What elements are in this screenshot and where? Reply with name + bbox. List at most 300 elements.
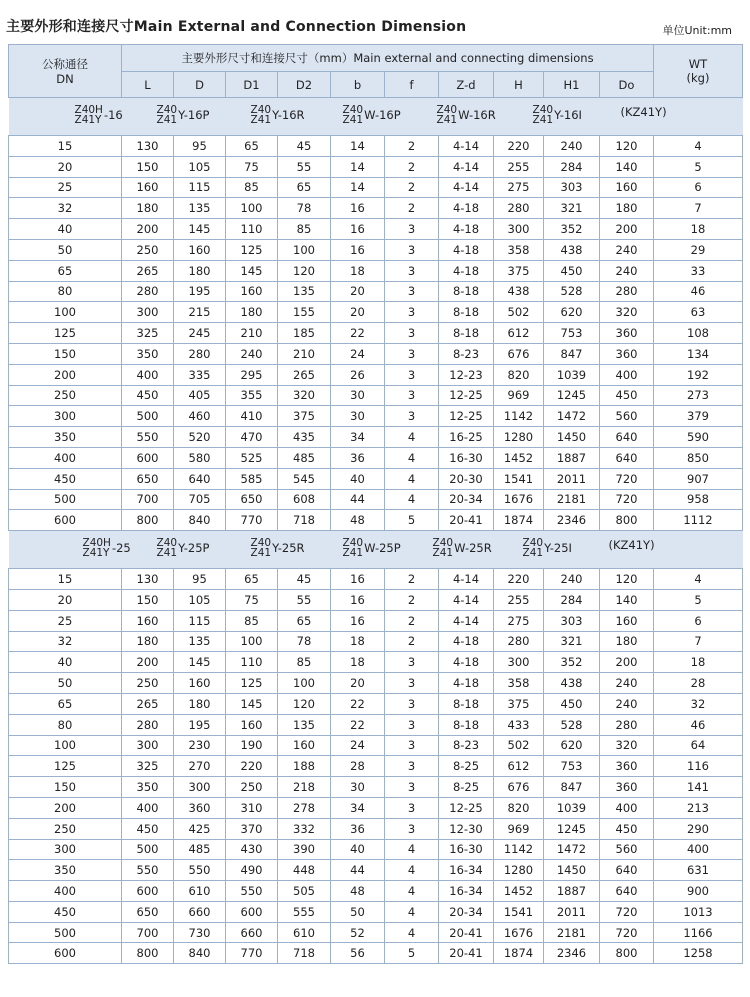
dn-cell: 25 (9, 610, 122, 631)
table-cell: 130 (122, 136, 174, 157)
table-cell: 16 (331, 219, 385, 240)
table-cell: 5 (654, 156, 743, 177)
table-cell: 435 (278, 427, 331, 448)
dn-cell: 400 (9, 881, 122, 902)
table-cell: 16-25 (439, 427, 494, 448)
table-cell: 770 (226, 510, 278, 531)
table-cell: 375 (494, 693, 544, 714)
model-prefix-bottom: Z41 (432, 547, 454, 560)
table-cell: 220 (494, 569, 544, 590)
table-cell: 12-30 (439, 818, 494, 839)
table-cell: 448 (278, 860, 331, 881)
table-cell: 550 (226, 881, 278, 902)
model-prefix-top: Z40 (250, 104, 272, 116)
table-cell: 95 (174, 569, 226, 590)
table-cell: 160 (122, 177, 174, 198)
table-cell: 1258 (654, 943, 743, 964)
table-cell: 400 (122, 797, 174, 818)
table-cell: 820 (494, 797, 544, 818)
table-cell: 800 (122, 943, 174, 964)
table-cell: 450 (122, 385, 174, 406)
dn-cell: 350 (9, 860, 122, 881)
column-header: D (174, 72, 226, 98)
table-cell: 4 (385, 881, 439, 902)
table-cell: 75 (226, 156, 278, 177)
table-cell: 550 (174, 860, 226, 881)
table-cell: 20-41 (439, 922, 494, 943)
table-cell: 3 (385, 797, 439, 818)
table-cell: 45 (278, 136, 331, 157)
table-cell: 2 (385, 631, 439, 652)
table-cell: 150 (122, 156, 174, 177)
table-cell: 2011 (544, 468, 600, 489)
table-cell: 240 (226, 343, 278, 364)
model-suffix: Y-25R (272, 541, 305, 556)
table-row (9, 343, 743, 364)
table-cell: 425 (174, 818, 226, 839)
model-label (157, 538, 210, 558)
table-cell: 303 (544, 177, 600, 198)
table-cell: 295 (226, 364, 278, 385)
dn-cell: 50 (9, 673, 122, 694)
dn-cell: 100 (9, 302, 122, 323)
table-cell: 180 (600, 198, 654, 219)
model-suffix: (KZ41Y) (608, 538, 655, 553)
table-cell: 321 (544, 631, 600, 652)
table-cell: 700 (122, 922, 174, 943)
table-row (9, 860, 743, 881)
table-row (9, 239, 743, 260)
table-cell: 125 (226, 239, 278, 260)
table-cell: 400 (654, 839, 743, 860)
table-cell: 16-34 (439, 881, 494, 902)
model-prefix-bottom: Z41 (156, 547, 178, 560)
table-cell: 485 (174, 839, 226, 860)
dn-header (9, 45, 122, 98)
table-cell: 3 (385, 364, 439, 385)
table-cell: 753 (544, 323, 600, 344)
table-cell: 18 (654, 219, 743, 240)
table-cell: 610 (174, 881, 226, 902)
table-cell: 4-18 (439, 673, 494, 694)
table-cell: 550 (122, 427, 174, 448)
model-suffix: Y-16P (178, 108, 210, 122)
dn-cell: 40 (9, 652, 122, 673)
table-cell: 612 (494, 323, 544, 344)
table-cell: 3 (385, 818, 439, 839)
table-cell: 505 (278, 881, 331, 902)
table-cell: 240 (544, 136, 600, 157)
model-label (437, 105, 496, 125)
table-cell: 64 (654, 735, 743, 756)
model-label (433, 538, 492, 558)
table-row (9, 447, 743, 468)
table-cell: 4 (385, 427, 439, 448)
table-cell: 1039 (544, 797, 600, 818)
table-cell: 3 (385, 323, 439, 344)
table-cell: 20 (331, 281, 385, 302)
table-cell: 280 (600, 714, 654, 735)
table-cell: 134 (654, 343, 743, 364)
table-cell: 110 (226, 219, 278, 240)
table-row (9, 735, 743, 756)
table-cell: 3 (385, 239, 439, 260)
table-cell: 640 (600, 427, 654, 448)
table-cell: 360 (600, 343, 654, 364)
model-prefix-top: Z40H (74, 104, 103, 116)
table-cell: 350 (122, 343, 174, 364)
model-suffix: W-16R (458, 108, 496, 122)
model-prefix-bottom: Z41 (250, 547, 272, 560)
table-cell: 18 (654, 652, 743, 673)
table-cell: 85 (278, 219, 331, 240)
model-suffix: -16 (103, 108, 123, 122)
model-prefix-top: Z40 (342, 104, 364, 116)
table-cell: 2181 (544, 922, 600, 943)
table-row (9, 136, 743, 157)
table-cell: 50 (331, 901, 385, 922)
model-prefix-bottom: Z41 (250, 114, 272, 126)
table-cell: 840 (174, 510, 226, 531)
table-row (9, 427, 743, 448)
table-cell: 250 (122, 239, 174, 260)
table-cell: 300 (122, 735, 174, 756)
table-cell: 220 (226, 756, 278, 777)
model-label (343, 105, 401, 125)
table-cell: 125 (226, 673, 278, 694)
model-suffix: Y-16I (554, 108, 582, 122)
table-cell: 1450 (544, 427, 600, 448)
table-cell: 1452 (494, 881, 544, 902)
table-cell: 270 (174, 756, 226, 777)
table-cell: 8-18 (439, 323, 494, 344)
table-cell: 720 (600, 922, 654, 943)
table-cell: 100 (278, 239, 331, 260)
table-cell: 28 (331, 756, 385, 777)
table-cell: 46 (654, 281, 743, 302)
table-header (9, 45, 743, 98)
table-cell: 130 (122, 569, 174, 590)
table-cell: 2 (385, 569, 439, 590)
table-row (9, 610, 743, 631)
table-cell: 280 (494, 631, 544, 652)
table-cell: 1142 (494, 406, 544, 427)
table-cell: 4-14 (439, 156, 494, 177)
table-cell: 350 (122, 777, 174, 798)
table-cell: 4-18 (439, 239, 494, 260)
table-row (9, 673, 743, 694)
column-header: b (331, 72, 385, 98)
model-prefix-bottom: Z41 (342, 547, 364, 560)
table-cell: 352 (544, 219, 600, 240)
table-cell: 220 (494, 136, 544, 157)
table-cell: 545 (278, 468, 331, 489)
table-cell: 718 (278, 510, 331, 531)
table-cell: 18 (331, 652, 385, 673)
table-cell: 78 (278, 631, 331, 652)
table-row (9, 693, 743, 714)
table-row (9, 901, 743, 922)
table-cell: 110 (226, 652, 278, 673)
table-row (9, 652, 743, 673)
table-cell: 550 (122, 860, 174, 881)
table-cell: 900 (654, 881, 743, 902)
table-cell: 65 (226, 136, 278, 157)
table-row (9, 219, 743, 240)
table-cell: 5 (654, 589, 743, 610)
table-cell: 840 (174, 943, 226, 964)
table-cell: 1452 (494, 447, 544, 468)
table-cell: 22 (331, 323, 385, 344)
model-label (533, 105, 582, 125)
dn-cell: 500 (9, 489, 122, 510)
table-cell: 847 (544, 777, 600, 798)
model-prefix-top: Z40 (156, 537, 178, 550)
table-cell: 3 (385, 693, 439, 714)
table-cell: 275 (494, 177, 544, 198)
table-cell: 180 (174, 693, 226, 714)
table-cell: 660 (174, 901, 226, 922)
model-suffix: -25 (111, 541, 131, 556)
table-cell: 410 (226, 406, 278, 427)
model-prefix-top: Z40 (436, 104, 458, 116)
table-row (9, 260, 743, 281)
dn-cell: 250 (9, 385, 122, 406)
table-cell: 135 (174, 631, 226, 652)
table-cell: 52 (331, 922, 385, 943)
table-cell: 2 (385, 589, 439, 610)
table-cell: 250 (226, 777, 278, 798)
table-cell: 450 (600, 385, 654, 406)
table-cell: 250 (122, 673, 174, 694)
table-cell: 14 (331, 177, 385, 198)
table-row (9, 714, 743, 735)
model-group-row (9, 531, 743, 569)
table-cell: 4-14 (439, 569, 494, 590)
table-cell: 44 (331, 860, 385, 881)
table-cell: 34 (331, 427, 385, 448)
table-cell: 450 (544, 260, 600, 281)
dn-cell: 300 (9, 839, 122, 860)
model-prefix-bottom: Z41 (532, 114, 554, 126)
table-cell: 355 (226, 385, 278, 406)
table-row (9, 510, 743, 531)
table-cell: 1676 (494, 922, 544, 943)
table-cell: 18 (331, 631, 385, 652)
table-cell: 20-41 (439, 510, 494, 531)
table-cell: 188 (278, 756, 331, 777)
table-cell: 141 (654, 777, 743, 798)
dn-cell: 150 (9, 343, 122, 364)
table-row (9, 364, 743, 385)
table-cell: 280 (494, 198, 544, 219)
table-cell: 438 (494, 281, 544, 302)
table-cell: 255 (494, 589, 544, 610)
table-cell: 676 (494, 777, 544, 798)
table-cell: 1887 (544, 881, 600, 902)
table-cell: 180 (122, 198, 174, 219)
table-cell: 30 (331, 385, 385, 406)
table-cell: 33 (654, 260, 743, 281)
table-cell: 160 (600, 610, 654, 631)
table-cell: 650 (122, 901, 174, 922)
table-cell: 800 (600, 943, 654, 964)
table-cell: 720 (600, 468, 654, 489)
table-cell: 3 (385, 714, 439, 735)
table-cell: 160 (600, 177, 654, 198)
table-cell: 115 (174, 610, 226, 631)
table-row (9, 281, 743, 302)
dn-cell: 32 (9, 631, 122, 652)
table-cell: 4 (385, 922, 439, 943)
table-cell: 358 (494, 239, 544, 260)
table-cell: 48 (331, 881, 385, 902)
table-cell: 65 (278, 177, 331, 198)
table-row (9, 756, 743, 777)
table-cell: 640 (600, 447, 654, 468)
table-cell: 108 (654, 323, 743, 344)
table-cell: 676 (494, 343, 544, 364)
model-prefix-bottom: Z41 (342, 114, 364, 126)
table-cell: 140 (600, 589, 654, 610)
table-cell: 280 (174, 343, 226, 364)
table-cell: 120 (278, 260, 331, 281)
table-cell: 610 (278, 922, 331, 943)
table-cell: 1541 (494, 901, 544, 922)
table-cell: 14 (331, 136, 385, 157)
table-cell: 4 (385, 447, 439, 468)
model-prefix-top: Z40 (342, 537, 364, 550)
table-cell: 3 (385, 673, 439, 694)
column-header: H1 (544, 72, 600, 98)
table-cell: 265 (278, 364, 331, 385)
table-cell: 612 (494, 756, 544, 777)
table-cell: 520 (174, 427, 226, 448)
dn-cell: 400 (9, 447, 122, 468)
table-cell: 375 (278, 406, 331, 427)
table-cell: 753 (544, 756, 600, 777)
table-cell: 265 (122, 260, 174, 281)
table-cell: 8-18 (439, 714, 494, 735)
table-cell: 720 (600, 901, 654, 922)
table-cell: 600 (122, 881, 174, 902)
table-cell: 8-25 (439, 777, 494, 798)
model-label (75, 105, 123, 125)
model-label (251, 105, 305, 125)
table-cell: 20 (331, 673, 385, 694)
table-cell: 310 (226, 797, 278, 818)
table-row (9, 777, 743, 798)
table-cell: 160 (226, 281, 278, 302)
table-cell: 3 (385, 652, 439, 673)
table-cell: 332 (278, 818, 331, 839)
table-cell: 358 (494, 673, 544, 694)
dn-cell: 350 (9, 427, 122, 448)
table-cell: 240 (600, 693, 654, 714)
model-label (157, 105, 210, 125)
table-cell: 16 (331, 569, 385, 590)
table-cell: 145 (174, 652, 226, 673)
table-cell: 640 (600, 860, 654, 881)
table-cell: 8-18 (439, 281, 494, 302)
table-cell: 1874 (494, 510, 544, 531)
table-cell: 85 (278, 652, 331, 673)
table-cell: 405 (174, 385, 226, 406)
dn-cell: 20 (9, 589, 122, 610)
column-header: f (385, 72, 439, 98)
table-cell: 26 (331, 364, 385, 385)
table-body (9, 98, 743, 964)
table-cell: 590 (654, 427, 743, 448)
table-cell: 180 (122, 631, 174, 652)
dn-cell: 32 (9, 198, 122, 219)
table-cell: 8-25 (439, 756, 494, 777)
table-cell: 28 (654, 673, 743, 694)
table-cell: 730 (174, 922, 226, 943)
dn-cell: 600 (9, 510, 122, 531)
table-cell: 8-23 (439, 735, 494, 756)
table-cell: 284 (544, 156, 600, 177)
table-cell: 502 (494, 302, 544, 323)
table-cell: 1280 (494, 427, 544, 448)
model-label (251, 538, 305, 558)
table-row (9, 589, 743, 610)
table-cell: 400 (600, 797, 654, 818)
table-row (9, 156, 743, 177)
table-cell: 16-34 (439, 860, 494, 881)
table-cell: 200 (122, 219, 174, 240)
table-cell: 400 (600, 364, 654, 385)
table-cell: 20-41 (439, 943, 494, 964)
table-cell: 560 (600, 839, 654, 860)
table-cell: 3 (385, 756, 439, 777)
table-cell: 460 (174, 406, 226, 427)
table-cell: 5 (385, 510, 439, 531)
table-row (9, 489, 743, 510)
table-cell: 284 (544, 589, 600, 610)
table-cell: 300 (122, 302, 174, 323)
model-suffix: Y-16R (272, 108, 305, 122)
column-header: H (494, 72, 544, 98)
table-cell: 240 (544, 569, 600, 590)
table-cell: 8-18 (439, 302, 494, 323)
table-cell: 36 (331, 818, 385, 839)
table-cell: 3 (385, 219, 439, 240)
table-row (9, 943, 743, 964)
table-cell: 325 (122, 323, 174, 344)
table-cell: 245 (174, 323, 226, 344)
table-cell: 20 (331, 302, 385, 323)
column-header: D2 (278, 72, 331, 98)
table-cell: 300 (494, 219, 544, 240)
table-cell: 280 (122, 714, 174, 735)
model-prefix-top: Z40 (532, 104, 554, 116)
table-row (9, 468, 743, 489)
table-cell: 320 (278, 385, 331, 406)
table-cell: 85 (226, 610, 278, 631)
table-cell: 360 (174, 797, 226, 818)
table-cell: 210 (226, 323, 278, 344)
table-cell: 56 (331, 943, 385, 964)
table-cell: 2 (385, 136, 439, 157)
model-suffix: (KZ41Y) (620, 105, 667, 119)
table-cell: 1280 (494, 860, 544, 881)
table-row (9, 406, 743, 427)
table-cell: 215 (174, 302, 226, 323)
table-row (9, 323, 743, 344)
table-cell: 352 (544, 652, 600, 673)
dn-cell: 80 (9, 281, 122, 302)
